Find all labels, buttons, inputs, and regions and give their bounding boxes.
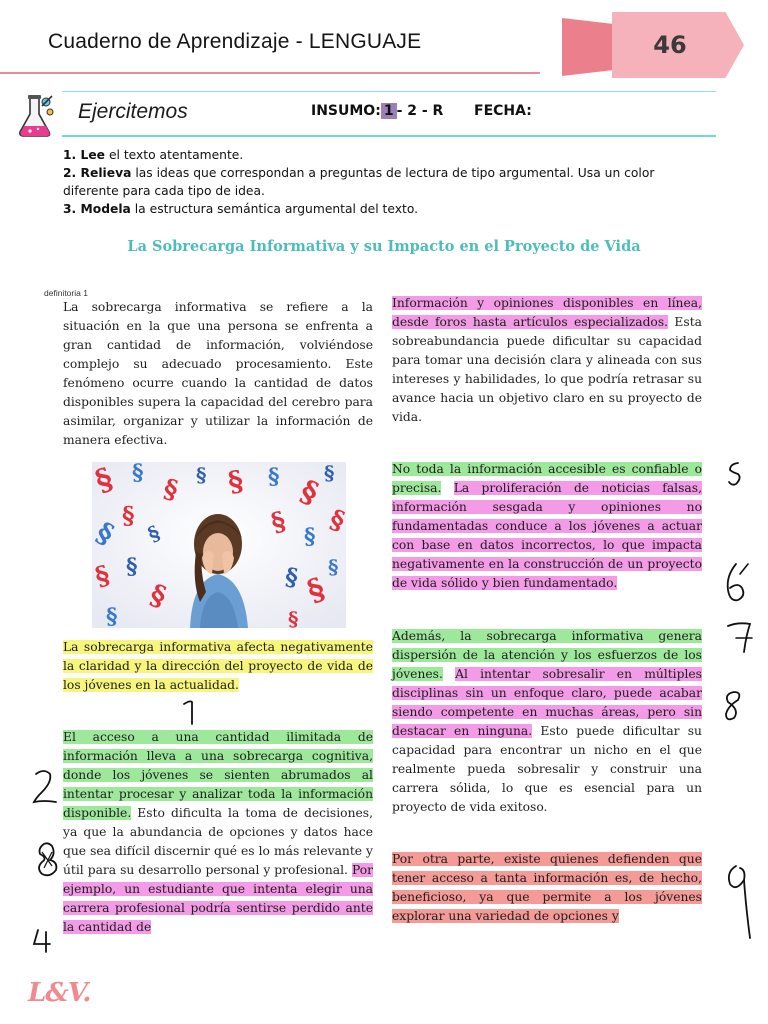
exercise-bar-top-rule bbox=[62, 91, 716, 92]
reading-title: La Sobrecarga Informativa y su Impacto en el Proyecto de Vida bbox=[127, 238, 641, 255]
highlighted-text-yellow: La sobrecarga informativa afecta negativamente la claridad y la dirección del proyecto de vida de los jóvenes en la actualidad. bbox=[63, 640, 373, 692]
svg-text:§: § bbox=[122, 501, 135, 530]
publisher-logo: L&V. bbox=[28, 978, 91, 1008]
highlighted-text-pink: La proliferación de noticias falsas, información sesgada y opiniones no fundamentadas conduce a los jóvenes a actuar con base en datos incorrectos, lo que impacta negativamente en la construcción de un proyecto de vida sólido y bien fundamentado. bbox=[392, 481, 702, 590]
svg-text:§: § bbox=[196, 463, 207, 487]
svg-text:§: § bbox=[225, 463, 246, 499]
right-paragraph-2 bbox=[392, 460, 702, 593]
highlighted-text-pink: Al intentar sobresalir en múltiples disciplinas sin un enfoque claro, puede acabar siendo competente en muchas áreas, pero sin destacar en ninguna. bbox=[392, 667, 702, 738]
svg-text:§: § bbox=[282, 561, 301, 593]
instruction-item bbox=[63, 146, 713, 164]
svg-text:§: § bbox=[304, 524, 316, 550]
right-paragraph-4 bbox=[392, 850, 702, 926]
margin-tag-label: definitoria 1 bbox=[44, 288, 88, 298]
handwritten-number-8 bbox=[720, 688, 748, 724]
left-paragraph-3 bbox=[63, 728, 373, 937]
insumo-selector bbox=[311, 103, 443, 119]
instruction-text: el texto atentamente. bbox=[105, 148, 244, 162]
svg-text:§: § bbox=[143, 520, 164, 547]
instruction-label: 1. Lee bbox=[63, 148, 106, 162]
left-paragraph-1 bbox=[63, 298, 373, 450]
highlighted-text-pink: Información y opiniones disponibles en línea, desde foros hasta artículos especializados. bbox=[392, 296, 702, 329]
insumo-selected-option: 1 bbox=[381, 103, 397, 119]
svg-text:§: § bbox=[132, 460, 144, 486]
paragraph-text: La sobrecarga informativa se refiere a la situación en la que una persona se enfrenta a gran cantidad de información, volviéndose complejo su adecuado procesamiento. Este fenómeno ocurre cuando la cantidad de datos disponibles supera la capacidad del cerebro para asimilar, organizar y utilizar la información de manera efectiva. bbox=[63, 300, 373, 447]
svg-text:§: § bbox=[268, 464, 280, 490]
page-number: 46 bbox=[653, 31, 687, 59]
handwritten-number-6 bbox=[722, 560, 752, 606]
header-divider bbox=[0, 72, 540, 74]
highlighted-text-red: Por otra parte, existe quienes defienden que tener acceso a tanta información es, de hecho, beneficioso, ya que permite a los jóvenes explorar una variedad de opciones y bbox=[392, 852, 702, 923]
handwritten-number-2 bbox=[30, 766, 60, 806]
insumo-other-options: - 2 - R bbox=[396, 103, 444, 119]
instructions-list bbox=[63, 146, 713, 218]
handwritten-number-5 bbox=[724, 460, 748, 488]
svg-text:§: § bbox=[106, 604, 118, 630]
svg-text:§: § bbox=[90, 461, 118, 500]
handwritten-number-9 bbox=[722, 862, 758, 944]
paragraph-text: Esto puede dificultar su capacidad para encontrar un nicho en el que realmente pueda sobresalir y construir una carrera sólida, lo que es esencial para un proyecto de vida exitoso. bbox=[392, 724, 702, 814]
exercise-title: Ejercitemos bbox=[78, 100, 188, 123]
exercise-bar-bottom-rule bbox=[62, 135, 716, 137]
instruction-text: la estructura semántica argumental del texto. bbox=[130, 202, 419, 216]
svg-text:§: § bbox=[324, 461, 335, 485]
svg-text:§: § bbox=[90, 515, 120, 552]
svg-text:§: § bbox=[302, 571, 330, 610]
notebook-title: Cuaderno de Aprendizaje - LENGUAJE bbox=[48, 30, 422, 53]
svg-text:§: § bbox=[160, 473, 182, 507]
svg-text:§: § bbox=[325, 504, 349, 538]
handwritten-number-3 bbox=[34, 840, 64, 880]
paragraph-text: Esto dificulta la toma de decisiones, ya que la abundancia de opciones y datos hace que sea difícil discernir qué es lo más relevante y útil para su desarrollo personal y profesional. bbox=[63, 806, 373, 877]
handwritten-number-7 bbox=[724, 618, 756, 656]
paragraph-text: Esta sobreabundancia puede dificultar su capacidad para tomar una decisión clara y alineada con sus intereses y habilidades, lo que podría retrasar su avance hacia un objetivo claro en su proyecto de vida. bbox=[392, 315, 702, 424]
right-paragraph-1 bbox=[392, 294, 702, 427]
date-label: FECHA: bbox=[474, 103, 532, 119]
instruction-label: 2. Relieva bbox=[63, 166, 132, 180]
handwritten-number-1 bbox=[178, 698, 202, 726]
information-overload-illustration bbox=[90, 460, 349, 631]
instruction-item bbox=[63, 164, 713, 200]
insumo-label: INSUMO: bbox=[311, 103, 381, 119]
left-paragraph-2 bbox=[63, 638, 373, 695]
handwritten-number-4 bbox=[30, 926, 56, 954]
svg-text:§: § bbox=[92, 560, 113, 593]
right-paragraph-3 bbox=[392, 627, 702, 817]
svg-text:§: § bbox=[126, 554, 138, 580]
chemistry-flask-icon bbox=[16, 92, 56, 138]
svg-text:§: § bbox=[328, 555, 339, 579]
highlighted-text-green: El acceso a una cantidad ilimitada de información lleva a una sobrecarga cognitiva, donde los jóvenes se sienten abrumados al intentar procesar y analizar toda la información disponible. bbox=[63, 730, 373, 820]
highlighted-text-green: Además, la sobrecarga informativa genera dispersión de la atención y los esfuerzos de los jóvenes. bbox=[392, 629, 702, 681]
svg-text:§: § bbox=[288, 607, 299, 631]
svg-text:§: § bbox=[268, 506, 289, 539]
svg-text:§: § bbox=[145, 577, 171, 614]
highlighted-text-green: No toda la información accesible es confiable o precisa. bbox=[392, 462, 702, 495]
instruction-item bbox=[63, 200, 713, 218]
highlighted-text-pink: Por ejemplo, un estudiante que intenta elegir una carrera profesional podría sentirse perdido ante la cantidad de bbox=[63, 863, 373, 934]
svg-text:§: § bbox=[294, 473, 324, 512]
instruction-label: 3. Modela bbox=[63, 202, 131, 216]
instruction-text: las ideas que correspondan a preguntas de lectura de tipo argumental. Usa un color diferente para cada tipo de idea. bbox=[63, 166, 655, 198]
